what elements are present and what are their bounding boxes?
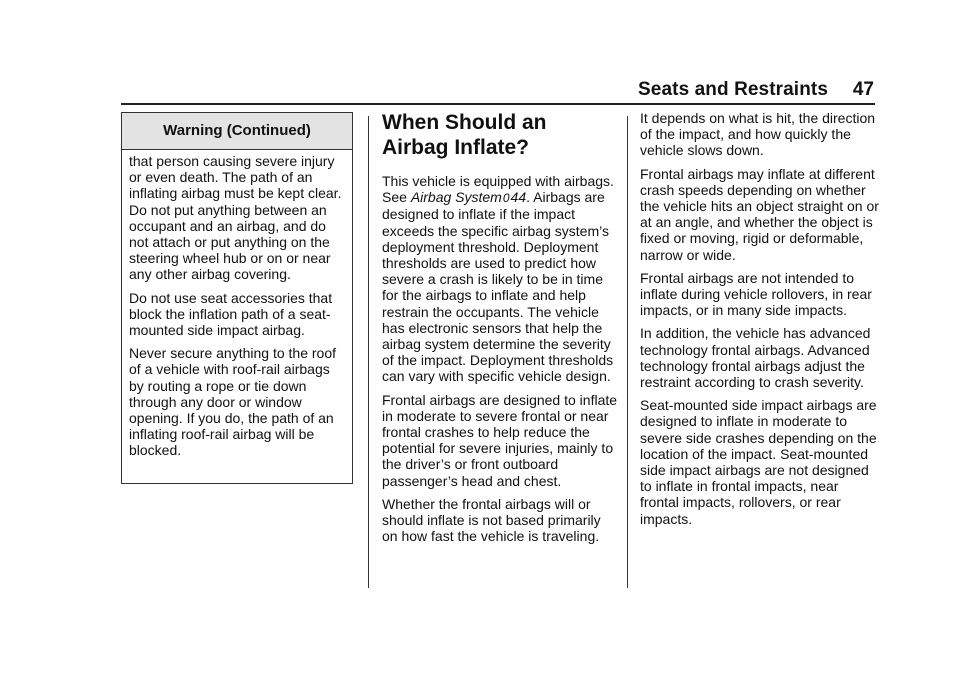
warning-paragraph: Never secure anything to the roof of a vehicle with roof-rail airbags by routing a rope or tie down through any door or window opening. If you do, the path of an inflating roof-rail airbag will be blocked. — [129, 345, 337, 459]
column-divider — [627, 116, 628, 588]
body-paragraph: Whether the frontal airbags will or should inflate is not based primarily on how fast the vehicle is traveling. — [382, 495, 601, 545]
body-paragraph: Frontal airbags are designed to inflate in moderate to severe frontal or near frontal crashes to help reduce the potential for severe injuries, mainly to the driver’s or front outboard passenger’s head and chest. — [382, 391, 618, 489]
header-divider — [121, 103, 875, 105]
section-heading: When Should an Airbag Inflate? — [382, 111, 547, 159]
reference-title: Airbag System — [410, 189, 502, 206]
section-title: Seats and Restraints — [638, 79, 828, 100]
warning-title: Warning (Continued) — [122, 113, 352, 150]
body-paragraph: It depends on what is hit, the direction of the impact, and how quickly the vehicle slows down. — [640, 110, 876, 159]
page-number: 47 — [852, 79, 874, 100]
body-paragraph: Seat-mounted side impact airbags are designed to inflate in moderate to severe side crashes depending on the location of the impact. Seat-mounted side impact airbags are not designed to inflate in frontal impacts, near frontal impacts, rollovers, or rear impacts. — [640, 397, 877, 527]
reference-page: 44 — [510, 189, 527, 206]
warning-paragraph: that person causing severe injury or even death. The path of an inflating airbag must be kept clear. Do not put anything between an occupant and an airbag, and do not attach or put anything on the steering wheel hub or on or near any other airbag covering. — [129, 153, 342, 283]
column-middle — [382, 110, 618, 551]
warning-box — [121, 112, 353, 484]
warning-paragraph: Do not use seat accessories that block the inflation path of a seat-mounted side impact airbag. — [129, 289, 333, 339]
body-paragraph: Frontal airbags are not intended to inflate during vehicle rollovers, in rear impacts, or in many side impacts. — [640, 269, 872, 319]
body-paragraph — [382, 173, 618, 385]
body-paragraph: Frontal airbags may inflate at different crash speeds depending on whether the vehicle hits an object straight on or at an angle, and whether the object is fixed or moving, rigid or deformable, narrow or wide. — [640, 165, 879, 263]
intro-text-continued: . Airbags are designed to inflate if the impact exceeds the specific airbag system’s deployment threshold. Deployment thresholds are used to predict how severe a crash is likely to be in time for the airbags to inflate and help restrain the occupants. The vehicle has electronic sensors that help the airbag system determine the severity of the impact. Deployment thresholds can vary with specific vehicle design. — [382, 189, 614, 385]
column-right — [640, 110, 880, 534]
page-reference-icon: 0 — [502, 191, 510, 206]
column-divider — [368, 116, 369, 588]
cross-reference-link[interactable] — [411, 189, 526, 205]
intro-text: This vehicle is equipped with airbags. See — [382, 173, 614, 206]
warning-body — [122, 150, 352, 459]
body-paragraph: In addition, the vehicle has advanced technology frontal airbags. Advanced technology frontal airbags adjust the restraint according to crash severity. — [640, 325, 871, 391]
